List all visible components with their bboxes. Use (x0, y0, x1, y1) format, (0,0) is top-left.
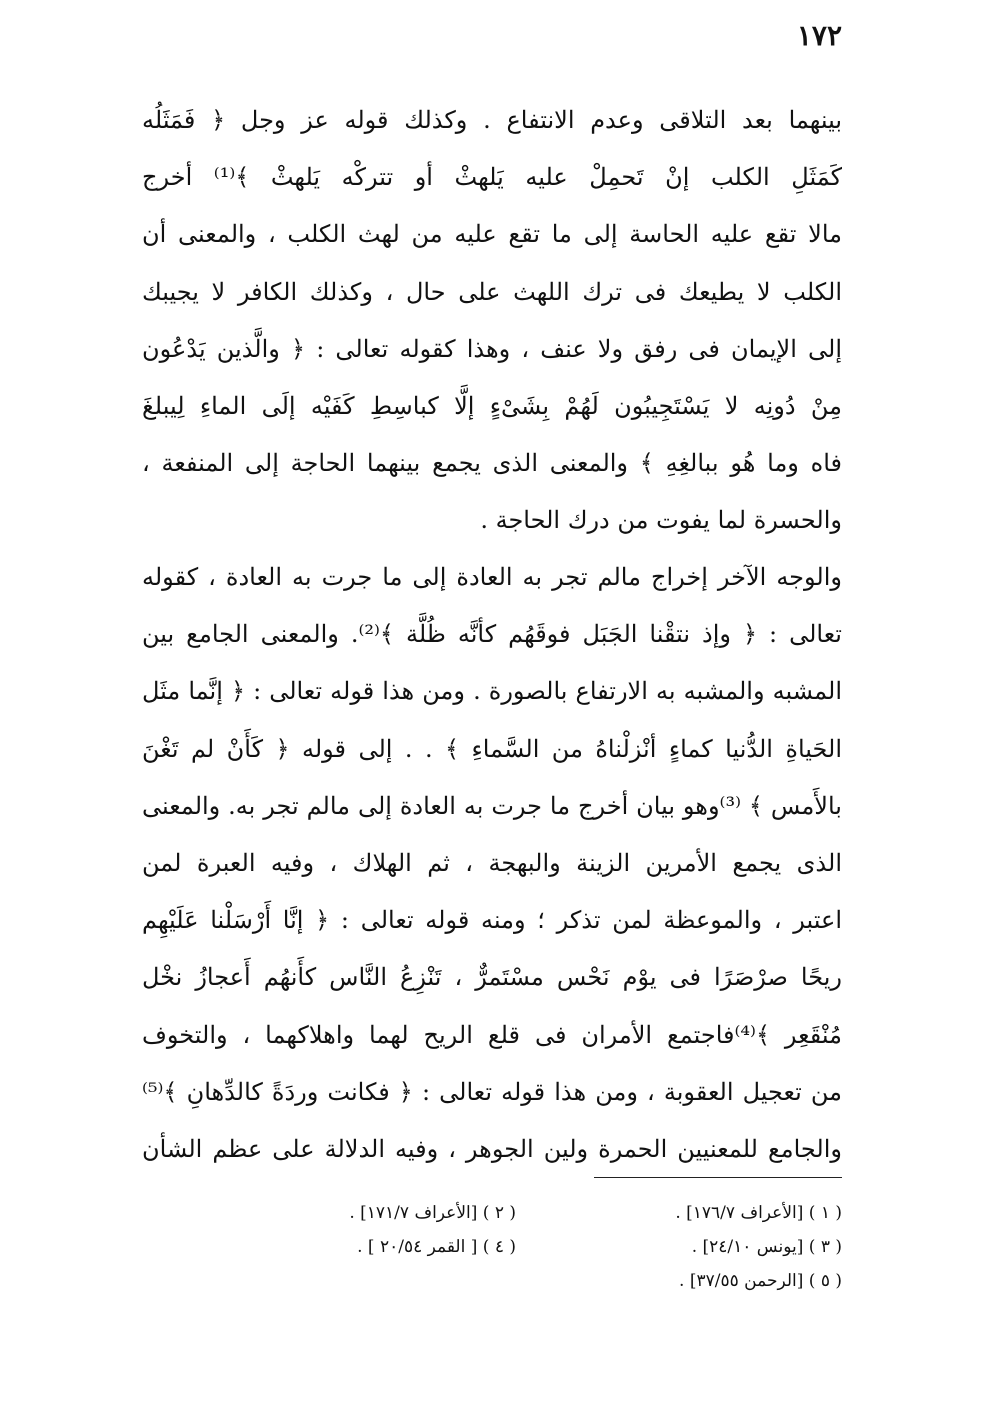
text-line: الكلب لا يطيعك فى ترك اللهث على حال ، وكذلك الكافر لا يجيبك (142, 277, 842, 306)
text-line: والجامع للمعنيين الحمرة ولين الجوهر ، وفيه الدلالة على عظم الشأن (142, 1134, 842, 1163)
footnote-row (142, 1230, 842, 1264)
paragraph-2 (142, 549, 842, 1178)
text-line: من تعجيل العقوبة ، ومن هذا قوله تعالى : ﴿ فكانت وردَةً كالدِّهانِ ﴾⁽⁵⁾ (142, 1077, 842, 1106)
footnote-4: ( ٤ ) [ القمر ٢٠/٥٤ ] . (357, 1237, 516, 1257)
text-line: والحسرة لما يفوت من درك الحاجة . (480, 506, 842, 535)
text-line: الحَياةِ الدُّنيا كماءٍ أنْزلْناهُ من السَّماءِ ﴾ . . إلى قوله ﴿ كَأَنْ لم تَغْنَ (142, 734, 842, 763)
text-line: المشبه والمشبه به الارتفاع بالصورة . ومن هذا قوله تعالى : ﴿ إنَّما مثَل (142, 677, 842, 706)
text-line: مُنْقَعِر ﴾⁽⁴⁾فاجتمع الأمران فى قلع الريح لهما واهلاكهما ، والتخوف (142, 1020, 842, 1049)
footnotes (142, 1196, 842, 1298)
text-line: الذى يجمع الأمرين الزينة والبهجة ، ثم الهلاك ، وفيه العبرة لمن (142, 848, 842, 877)
text-line: والوجه الآخر إخراج مالم تجر به العادة إلى ما جرت به العادة ، كقوله (142, 563, 842, 591)
text-line: فاه وما هُو ببالغِهِ ﴾ والمعنى الذى يجمع بينهما الحاجة إلى المنفعة ، (142, 449, 842, 478)
text-line: اعتبر ، والموعظة لمن تذكر ؛ ومنه قوله تعالى : ﴿ إنَّا أَرْسَلْنا عَلَيْهِم (142, 906, 842, 935)
text-line: كَمَثَلِ الكلب إنْ تَحمِلْ عليه يَلهثْ أو تتركْه يَلهثْ ﴾⁽¹⁾ أخرج (142, 163, 842, 192)
text-line: مالا تقع عليه الحاسة إلى ما تقع عليه من لهث الكلب ، والمعنى أن (142, 220, 842, 249)
footnote-5: ( ٥ ) [الرحمن ٣٧/٥٥] . (679, 1271, 842, 1291)
footnote-divider (594, 1177, 842, 1178)
text-line: تعالى : ﴿ وإذ نتقْنا الجَبَل فوقَهُم كأنَّه ظُلَّة ﴾⁽²⁾. والمعنى الجامع بين (142, 620, 842, 649)
text-line: بالأَمس ﴾ ⁽³⁾وهو بيان أخرج ما جرت به العادة إلى مالم تجر به. والمعنى (142, 791, 842, 820)
text-line: بينهما بعد التلاقى وعدم الانتفاع . وكذلك قوله عز وجل ﴿ فَمَثَلُه (142, 106, 842, 134)
text-line: مِنْ دُونِه لا يَسْتَجِيبُون لَهُمْ بِشَىْءٍ إلَّا كباسِطِ كَفَيْه إلَى الماءِ لِيبلغَ (142, 391, 842, 420)
footnote-row (142, 1196, 842, 1230)
page-number: ١٧٢ (796, 19, 842, 52)
footnote-empty (142, 1264, 516, 1298)
footnote-2: ( ٢ ) [الأعراف ١٧١/٧] . (349, 1203, 516, 1223)
footnote-row (142, 1264, 842, 1298)
footnote-3: ( ٣ ) [يونس ٢٤/١٠] . (691, 1237, 842, 1257)
paragraph-1 (142, 92, 842, 550)
footnote-1: ( ١ ) [الأعراف ١٧٦/٧] . (675, 1203, 842, 1223)
text-line: إلى الإيمان فى رفق ولا عنف ، وهذا كقوله تعالى : ﴿ والَّذين يَدْعُون (142, 334, 842, 363)
text-line: ريحًا صرْصَرًا فى يوْم نَحْس مسْتَمرٌّ ، تَنْزِعُ النَّاس كأَنهُم أَعجازُ نخْل (142, 963, 842, 992)
